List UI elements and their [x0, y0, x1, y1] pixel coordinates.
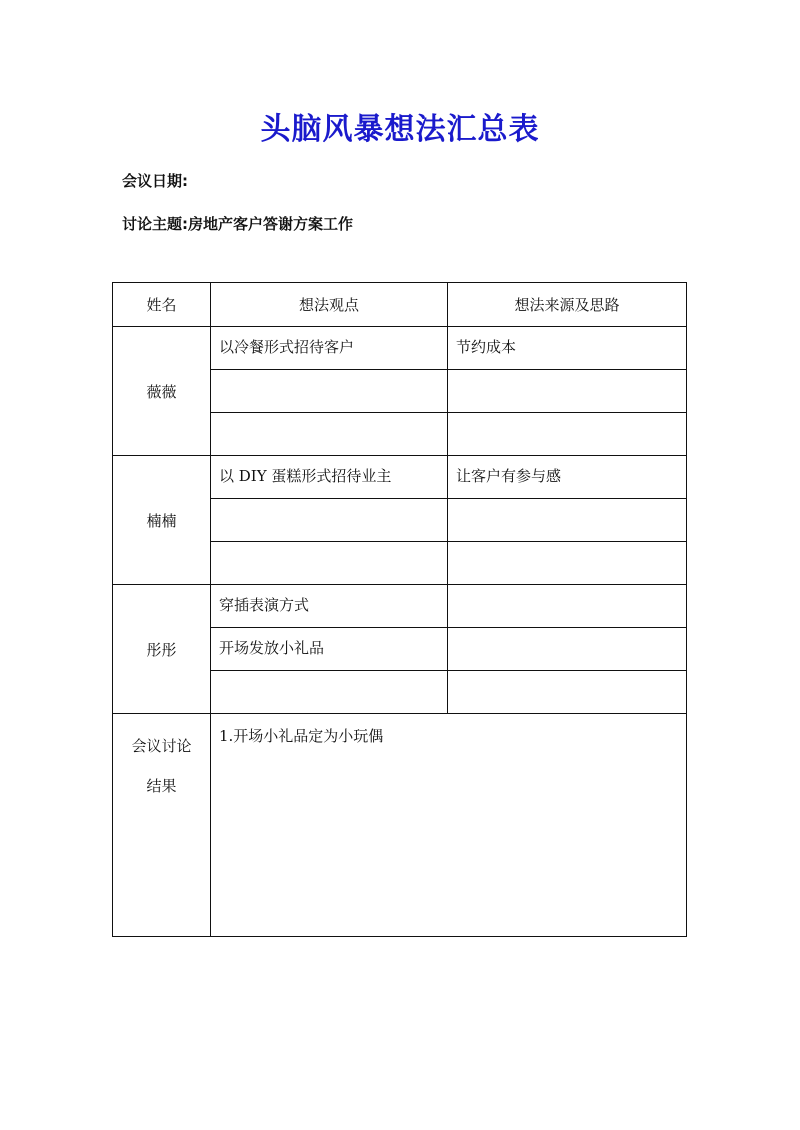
- idea-text: [211, 370, 447, 380]
- source-cell: [448, 370, 687, 413]
- source-cell: [448, 499, 687, 542]
- idea-cell: [211, 542, 448, 585]
- source-text: 让客户有参与感: [456, 467, 562, 485]
- source-cell: [448, 585, 687, 628]
- source-text: [448, 370, 686, 380]
- topic-label: 讨论主题:: [122, 215, 188, 233]
- idea-cell: [211, 370, 448, 413]
- source-text: [448, 628, 686, 638]
- source-cell: [448, 456, 687, 499]
- person-name-cell: 彤彤: [113, 585, 211, 714]
- result-label-line1: 会议讨论: [131, 737, 192, 755]
- idea-text: 开场发放小礼品: [219, 639, 325, 657]
- idea-text: 以 DIY 蛋糕形式招待业主: [219, 467, 392, 485]
- source-text: [448, 671, 686, 681]
- source-text: [448, 413, 686, 423]
- source-cell: [448, 542, 687, 585]
- ideas-table: [112, 282, 687, 937]
- meeting-date-label: 会议日期:: [122, 172, 188, 190]
- source-cell: [448, 413, 687, 456]
- source-text: [448, 542, 686, 552]
- idea-text: [211, 671, 447, 681]
- source-cell: [448, 327, 687, 370]
- table-row: [113, 456, 687, 499]
- result-label-line2: 结果: [146, 777, 177, 795]
- person-name-cell: 薇薇: [113, 327, 211, 456]
- result-label-cell: [113, 714, 211, 937]
- source-cell: [448, 671, 687, 714]
- source-cell: [448, 628, 687, 671]
- idea-cell: [211, 628, 448, 671]
- idea-cell: [211, 585, 448, 628]
- source-text: 节约成本: [456, 338, 517, 356]
- idea-text: 以冷餐形式招待客户: [219, 338, 355, 356]
- header-source: 想法来源及思路: [448, 283, 687, 327]
- idea-text: [211, 413, 447, 423]
- idea-text: [211, 499, 447, 509]
- idea-cell: [211, 327, 448, 370]
- table-header-row: [113, 283, 687, 327]
- page-title: 头脑风暴想法汇总表: [260, 112, 540, 147]
- idea-text: 穿插表演方式: [219, 596, 310, 614]
- table-row: [113, 327, 687, 370]
- result-text: 1.开场小礼品定为小玩偶: [219, 727, 384, 745]
- header-idea: 想法观点: [211, 283, 448, 327]
- topic-value: 房地产客户答谢方案工作: [188, 215, 354, 233]
- idea-text: [211, 542, 447, 552]
- source-text: [448, 585, 686, 595]
- table-row: [113, 585, 687, 628]
- result-text-cell: [211, 714, 687, 937]
- source-text: [448, 499, 686, 509]
- result-row: [113, 714, 687, 937]
- idea-cell: [211, 499, 448, 542]
- idea-cell: [211, 456, 448, 499]
- idea-cell: [211, 413, 448, 456]
- discussion-topic: [122, 213, 353, 235]
- header-name: 姓名: [113, 283, 211, 327]
- person-name-cell: 楠楠: [113, 456, 211, 585]
- idea-cell: [211, 671, 448, 714]
